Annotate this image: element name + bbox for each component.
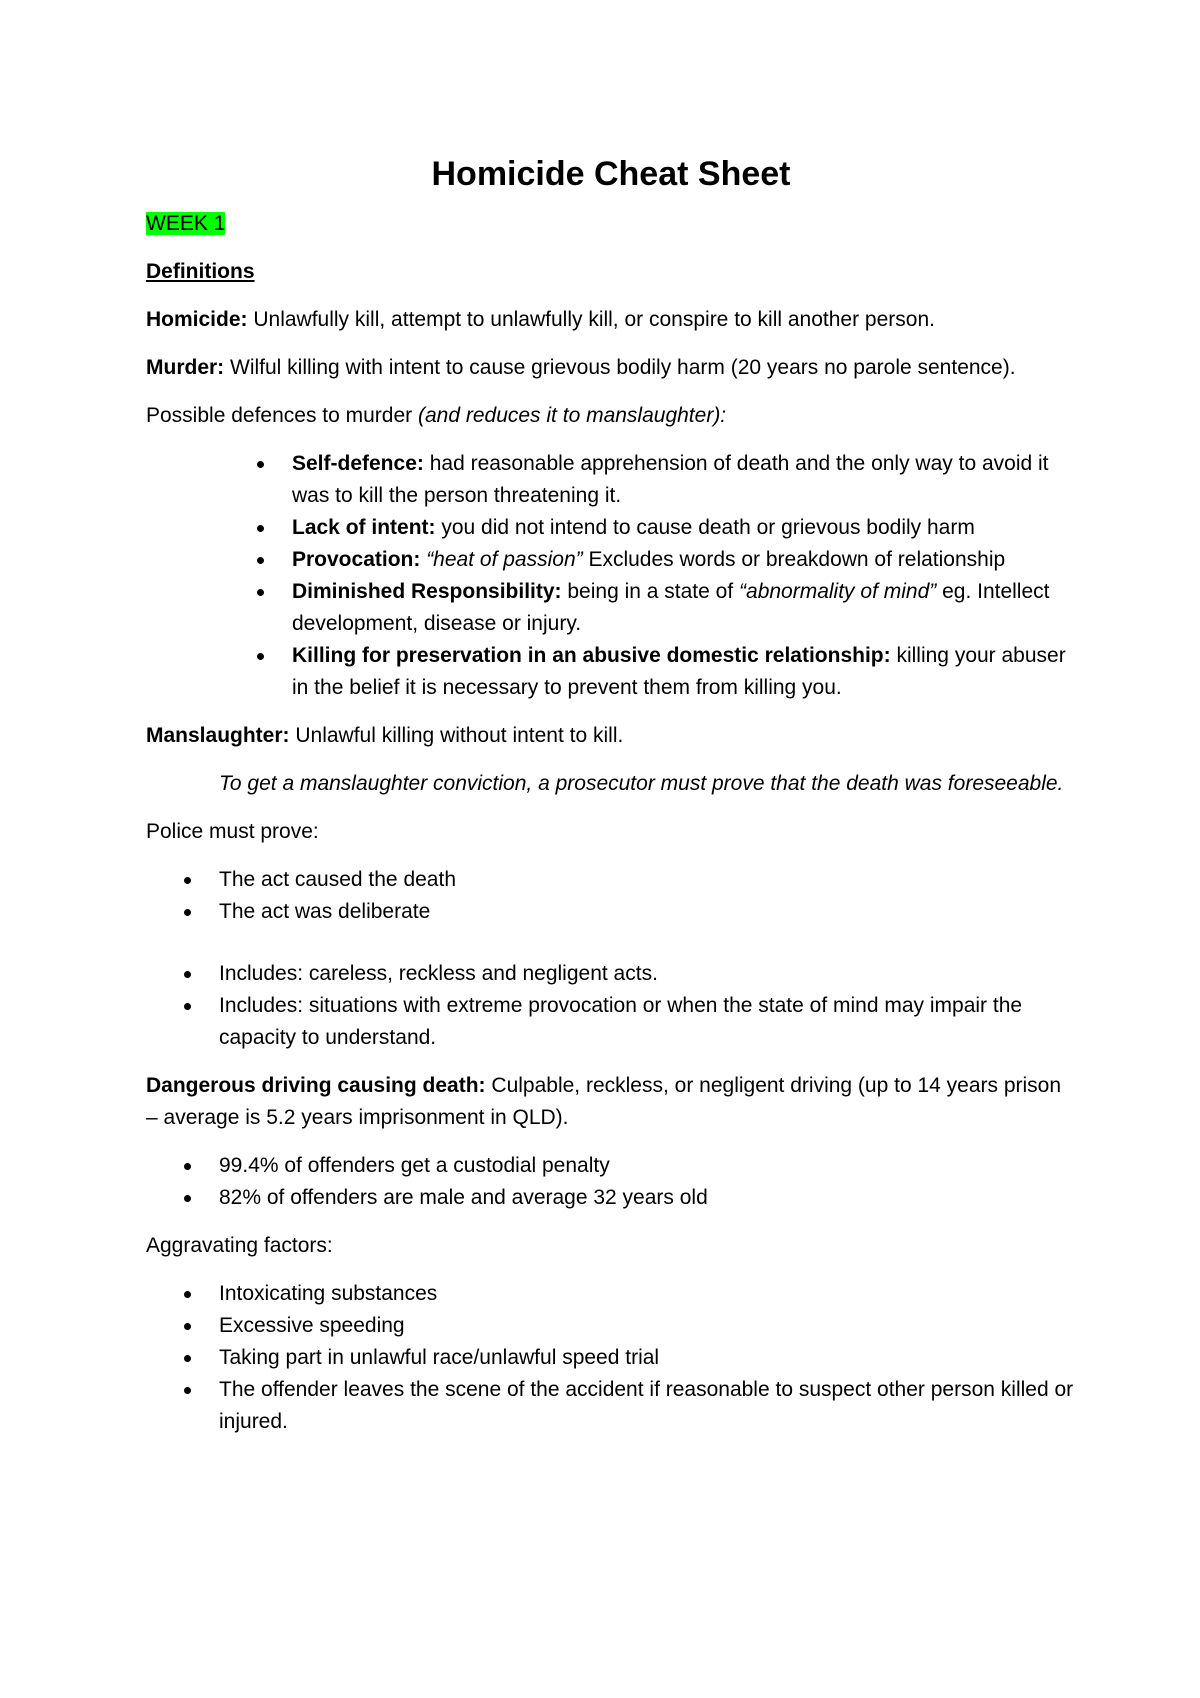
defence-term: Lack of intent: — [292, 516, 436, 539]
defence-term: Self-defence: — [292, 452, 424, 475]
list-item: 99.4% of offenders get a custodial penalty — [219, 1150, 1076, 1182]
spacer — [146, 928, 1076, 958]
manslaughter-text: Unlawful killing without intent to kill. — [289, 724, 624, 747]
list-item: The act caused the death — [219, 864, 1076, 896]
week-label: WEEK 1 — [146, 212, 226, 235]
manslaughter-definition — [146, 720, 1076, 752]
defence-text-before: being in a state of — [561, 580, 740, 603]
defence-italic: “heat of passion” — [420, 548, 583, 571]
list-item-provocation — [292, 544, 1076, 576]
defences-list — [146, 448, 1076, 704]
aggravating-list — [146, 1278, 1076, 1438]
defence-text: Excludes words or breakdown of relationship — [582, 548, 1006, 571]
list-item: The offender leaves the scene of the accident if reasonable to suspect other person killed or injured. — [219, 1374, 1076, 1438]
defence-italic: “abnormality of mind” — [739, 580, 937, 603]
aggravating-intro: Aggravating factors: — [146, 1234, 333, 1257]
list-item: Includes: careless, reckless and negligent acts. — [219, 958, 1076, 990]
list-item: The act was deliberate — [219, 896, 1076, 928]
list-item: Excessive speeding — [219, 1310, 1076, 1342]
dangerous-driving-term: Dangerous driving causing death: — [146, 1074, 486, 1097]
defence-term: Diminished Responsibility: — [292, 580, 562, 603]
defences-intro-text: Possible defences to murder — [146, 404, 418, 427]
defence-text: eg. Intellect development, disease or injury. — [292, 580, 1050, 635]
defence-text: had reasonable apprehension of death and the only way to avoid it was to kill the person threatening it. — [292, 452, 1049, 507]
list-item-self-defence — [292, 448, 1076, 512]
police-intro: Police must prove: — [146, 820, 319, 843]
defence-term: Provocation: — [292, 548, 421, 571]
defence-text: killing your abuser in the belief it is necessary to prevent them from killing you. — [292, 644, 1066, 699]
page-title: Homicide Cheat Sheet — [431, 155, 791, 193]
police-list — [146, 864, 1076, 928]
murder-term: Murder: — [146, 356, 225, 379]
definitions-heading: Definitions — [146, 260, 255, 283]
list-item: 82% of offenders are male and average 32 years old — [219, 1182, 1076, 1214]
dangerous-driving-text: Culpable, reckless, or negligent driving (up to 14 years prison – average is 5.2 years imprisonment in QLD). — [146, 1074, 1062, 1129]
driving-stats-list — [146, 1150, 1076, 1214]
homicide-definition — [146, 304, 1076, 336]
defences-intro-italic: (and reduces it to manslaughter): — [417, 404, 727, 427]
includes-list — [146, 958, 1076, 1054]
manslaughter-term: Manslaughter: — [146, 724, 290, 747]
document-content — [146, 150, 1076, 1454]
list-item: Includes: situations with extreme provocation or when the state of mind may impair the capacity to understand. — [219, 990, 1076, 1054]
list-item: Intoxicating substances — [219, 1278, 1076, 1310]
defence-term: Killing for preservation in an abusive domestic relationship: — [292, 644, 891, 667]
manslaughter-note — [146, 768, 1076, 800]
murder-text: Wilful killing with intent to cause grievous bodily harm (20 years no parole sentence). — [224, 356, 1016, 379]
defence-text: you did not intend to cause death or grievous bodily harm — [435, 516, 975, 539]
week-label-paragraph — [146, 208, 1076, 240]
defences-intro — [146, 400, 1076, 432]
manslaughter-note-text: To get a manslaughter conviction, a prosecutor must prove that the death was foreseeable. — [219, 772, 1064, 795]
list-item-lack-of-intent — [292, 512, 1076, 544]
dangerous-driving-definition — [146, 1070, 1076, 1134]
list-item: Taking part in unlawful race/unlawful speed trial — [219, 1342, 1076, 1374]
homicide-text: Unlawfully kill, attempt to unlawfully kill, or conspire to kill another person. — [247, 308, 935, 331]
murder-definition — [146, 352, 1076, 384]
list-item-diminished-responsibility — [292, 576, 1076, 640]
list-item-domestic-preservation — [292, 640, 1076, 704]
homicide-term: Homicide: — [146, 308, 248, 331]
